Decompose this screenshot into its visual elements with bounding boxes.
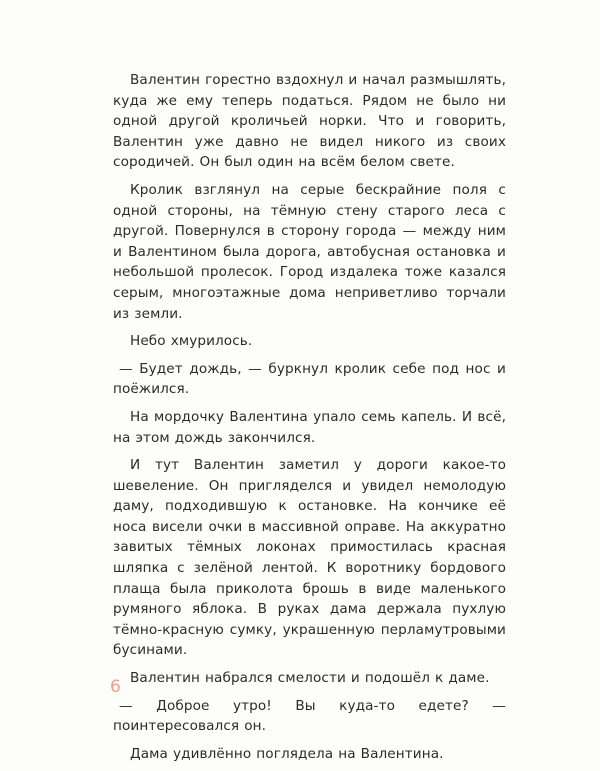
paragraph: Небо хмурилось. bbox=[130, 333, 253, 350]
paragraph: Валентин горестно вздохнул и начал размышлять, куда же ему теперь податься. Рядом не было ни одной другой кроличьей норки. Что и говорить, Валентин уже давно не видел никого из своих сородичей. Он был один на всём белом свете. bbox=[113, 72, 506, 171]
paragraph: И тут Валентин заметил у дороги какое-то шевеление. Он пригляделся и увидел немолодую даму, подходившую к остановке. На кончике её носа висели очки в массивной оправе. На аккуратно завитых тёмных локонах примостилась красная шляпка с зелёной лентой. К воротнику бордового плаща была приколота брошь в виде маленького румяного яблока. В руках дама держала пухлую тёмно-красную сумку, украшенную перламутровыми бусинами. bbox=[113, 457, 506, 659]
paragraph: На мордочку Валентина упало семь капель. И всё, на этом дождь закончился. bbox=[113, 408, 506, 446]
paragraph: Валентин набрался смелости и подошёл к даме. bbox=[130, 670, 490, 687]
dialogue-paragraph: — Будет дождь, — буркнул кролик себе под нос и поёжился. bbox=[113, 360, 506, 398]
page-number: 6 bbox=[110, 677, 121, 697]
paragraph: Кролик взглянул на серые бескрайние поля с одной стороны, на тёмную стену старого леса с другой. Повернулся в сторону города — между ним и Валентином была дорога, автобусная остановка и небольшой пролесок. Город издалека тоже казался серым, многоэтажные дома неприветливо торчали из земли. bbox=[113, 181, 506, 322]
text-column bbox=[113, 70, 506, 771]
dialogue-paragraph: — Доброе утро! Вы куда-то едете? — поинтересовался он. bbox=[113, 697, 506, 735]
paragraph: Дама удивлённо поглядела на Валентина. bbox=[130, 745, 444, 762]
